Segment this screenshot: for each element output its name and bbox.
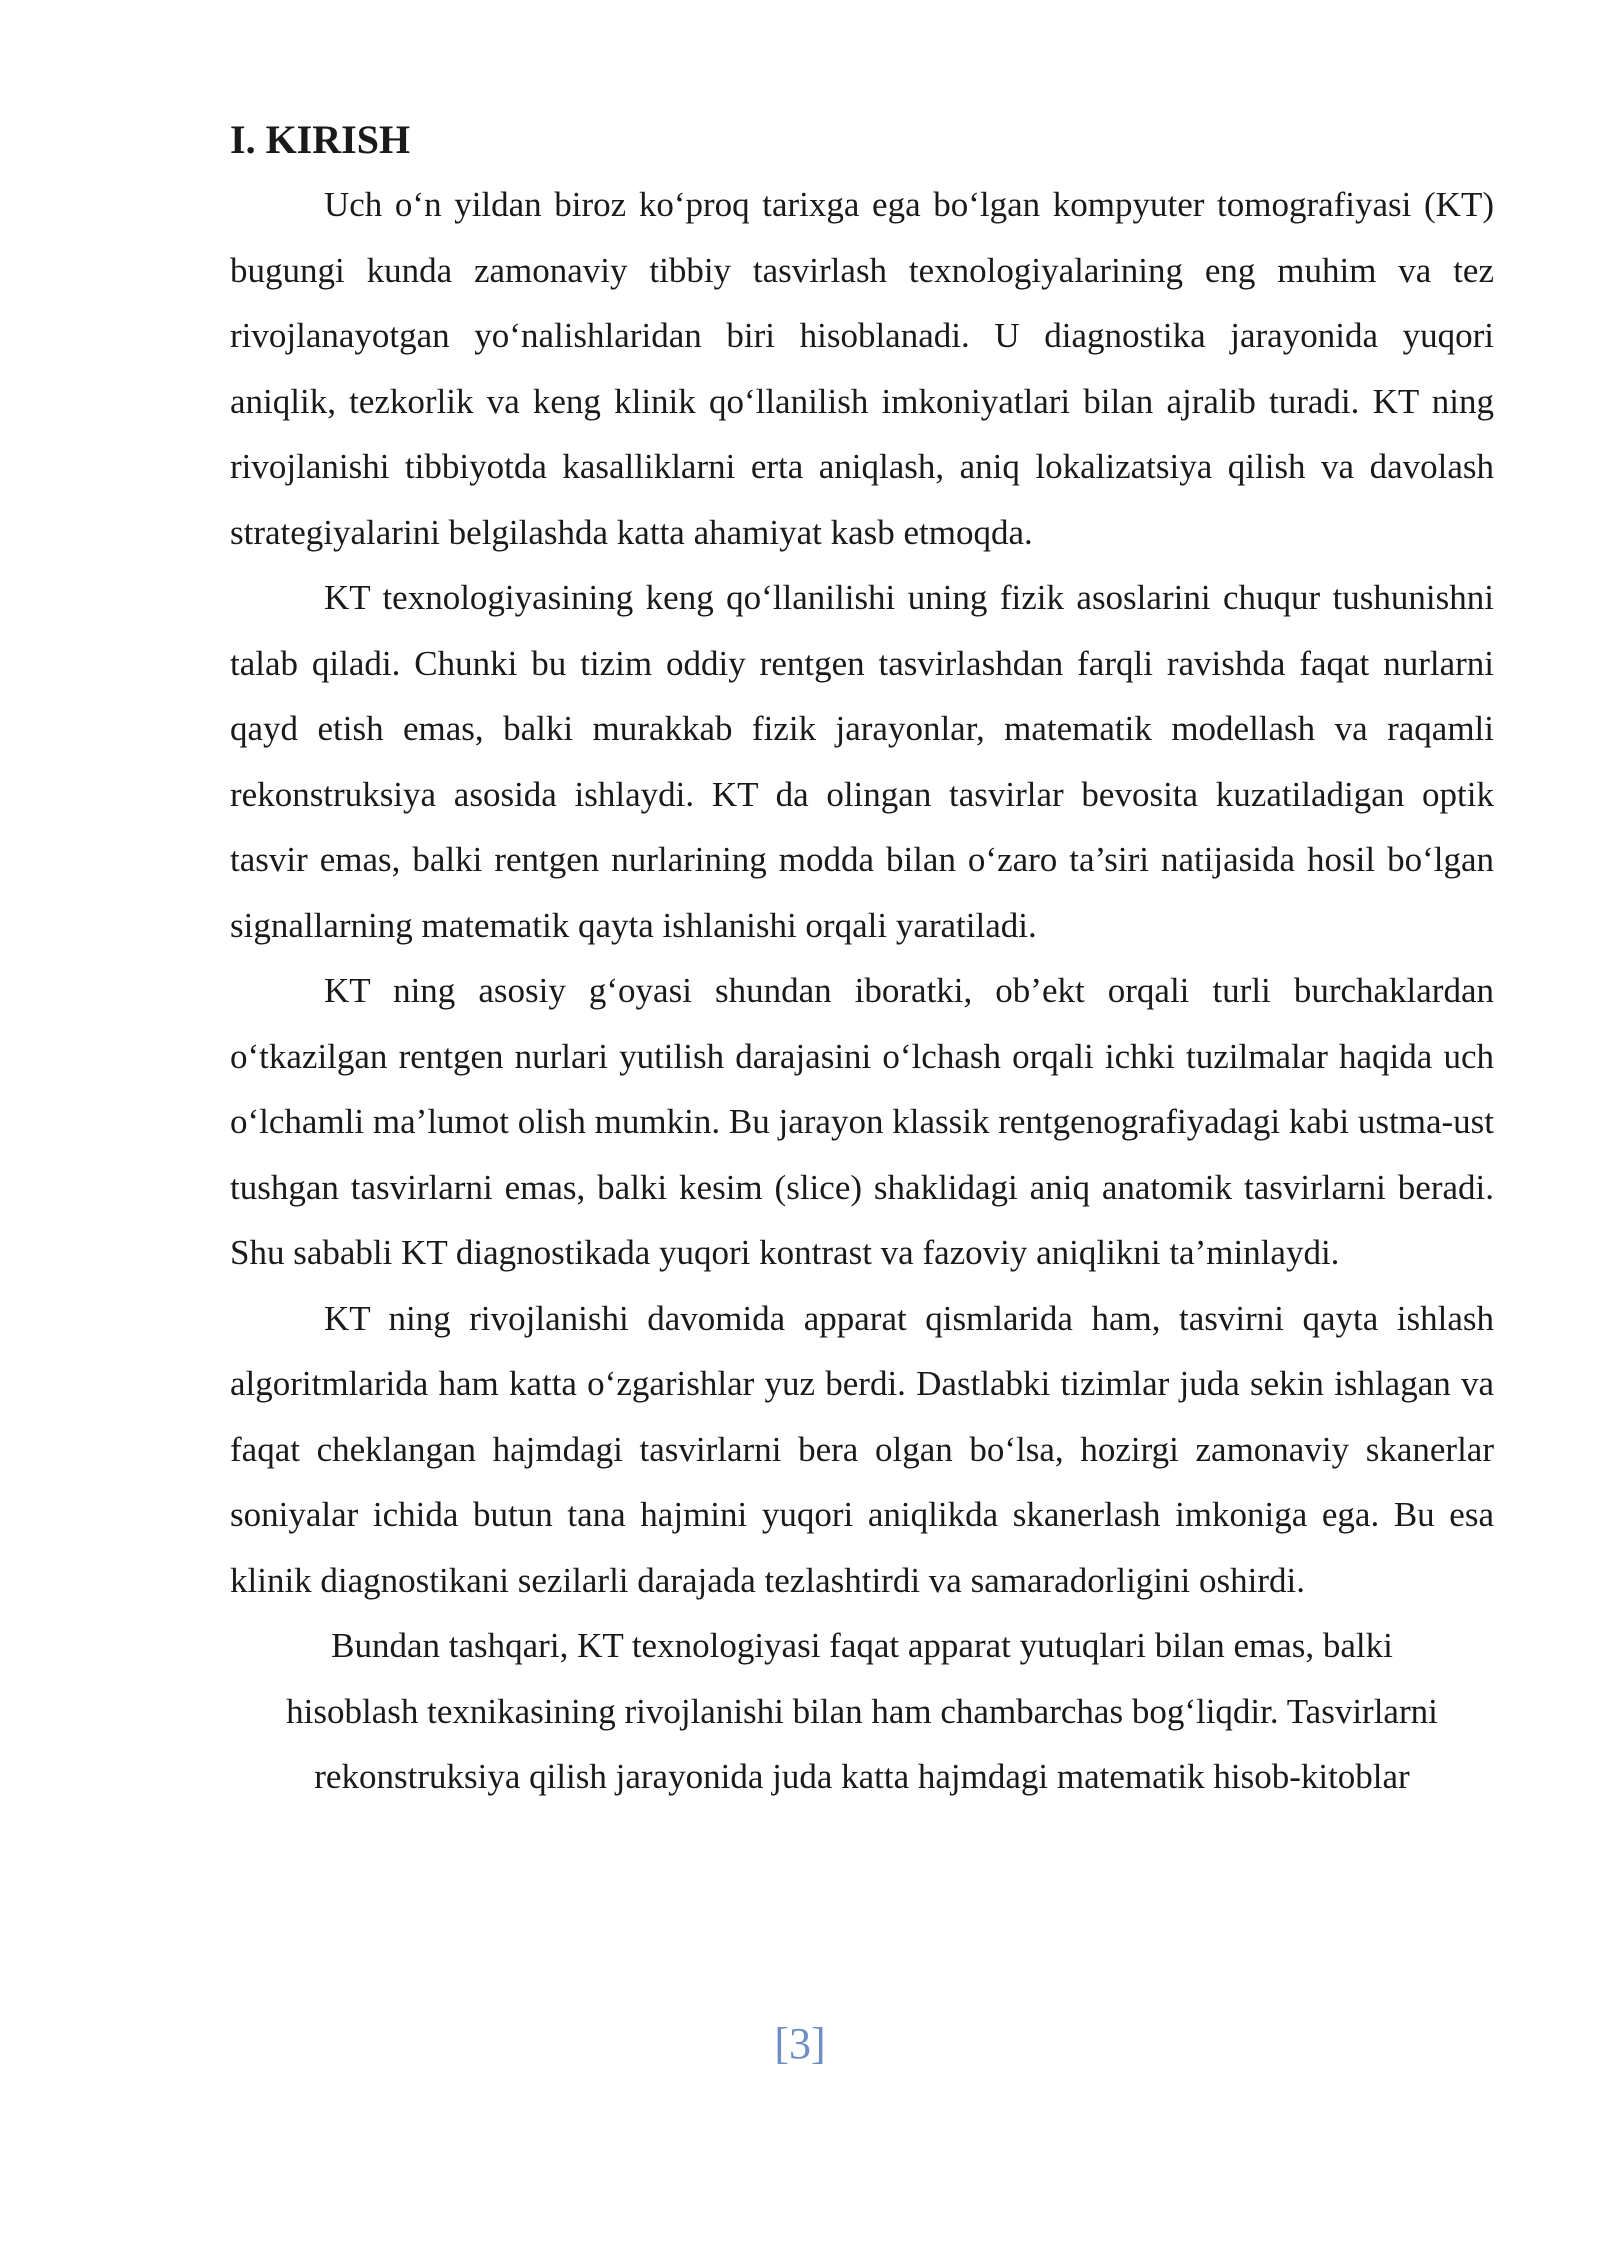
paragraph-1: Uch o‘n yildan biroz ko‘proq tarixga ega bo‘lgan kompyuter tomografiyasi (KT) bugungi kunda zamonaviy tibbiy tasvirlash texnologiyalarining eng muhim va tez rivojlanayotgan yo‘nalishlaridan biri hisoblanadi. U diagnostika jarayonida yuqori aniqlik, tezkorlik va keng klinik qo‘llanilish imkoniyatlari bilan ajralib turadi. KT ning rivojlanishi tibbiyotda kasalliklarni erta aniqlash, aniq lokalizatsiya qilish va davolash strategiyalarini belgilashda katta ahamiyat kasb etmoqda. [230,185,1494,552]
page-number: [3] [774,2019,826,2068]
paragraph-5-line-1: Bundan tashqari, KT texnologiyasi faqat apparat yutuqlari bilan emas, balki [331,1626,1393,1665]
paragraph-2: KT texnologiyasining keng qo‘llanilishi uning fizik asoslarini chuqur tushunishni talab qiladi. Chunki bu tizim oddiy rentgen tasvirlashdan farqli ravishda faqat nurlarni qayd etish emas, balki murakkab fizik jarayonlar, matematik modellash va raqamli rekonstruksiya asosida ishlaydi. KT da olingan tasvirlar bevosita kuzatiladigan optik tasvir emas, balki rentgen nurlarining modda bilan o‘zaro ta’siri natijasida hosil bo‘lgan signallarning matematik qayta ishlanishi orqali yaratiladi. [230,578,1494,945]
document-page [230,112,1494,1810]
paragraph-5-line-2: hisoblash texnikasining rivojlanishi bilan ham chambarchas bog‘liqdir. Tasvirlarni [286,1691,1438,1731]
section-heading: I. KIRISH [230,117,411,162]
paragraph-3: KT ning asosiy g‘oyasi shundan iboratki, ob’ekt orqali turli burchaklardan o‘tkazilgan rentgen nurlari yutilish darajasini o‘lchash orqali ichki tuzilmalar haqida uch o‘lchamli ma’lumot olish mumkin. Bu jarayon klassik rentgenografiyadagi kabi ustma-ust tushgan tasvirlarni emas, balki kesim (slice) shaklidagi aniq anatomik tasvirlarni beradi. Shu sababli KT diagnostikada yuqori kontrast va fazoviy aniqlikni ta’minlaydi. [230,971,1494,1272]
paragraph-5-line-3: rekonstruksiya qilish jarayonida juda katta hajmdagi matematik hisob-kitoblar [314,1757,1410,1796]
paragraph-5 [230,1613,1494,1810]
paragraph-4: KT ning rivojlanishi davomida apparat qismlarida ham, tasvirni qayta ishlash algoritmlarida ham katta o‘zgarishlar yuz berdi. Dastlabki tizimlar juda sekin ishlagan va faqat cheklangan hajmdagi tasvirlarni bera olgan bo‘lsa, hozirgi zamonaviy skanerlar soniyalar ichida butun tana hajmini yuqori aniqlikda skanerlash imkoniga ega. Bu esa klinik diagnostikani sezilarli darajada tezlashtirdi va samaradorligini oshirdi. [230,1298,1494,1600]
